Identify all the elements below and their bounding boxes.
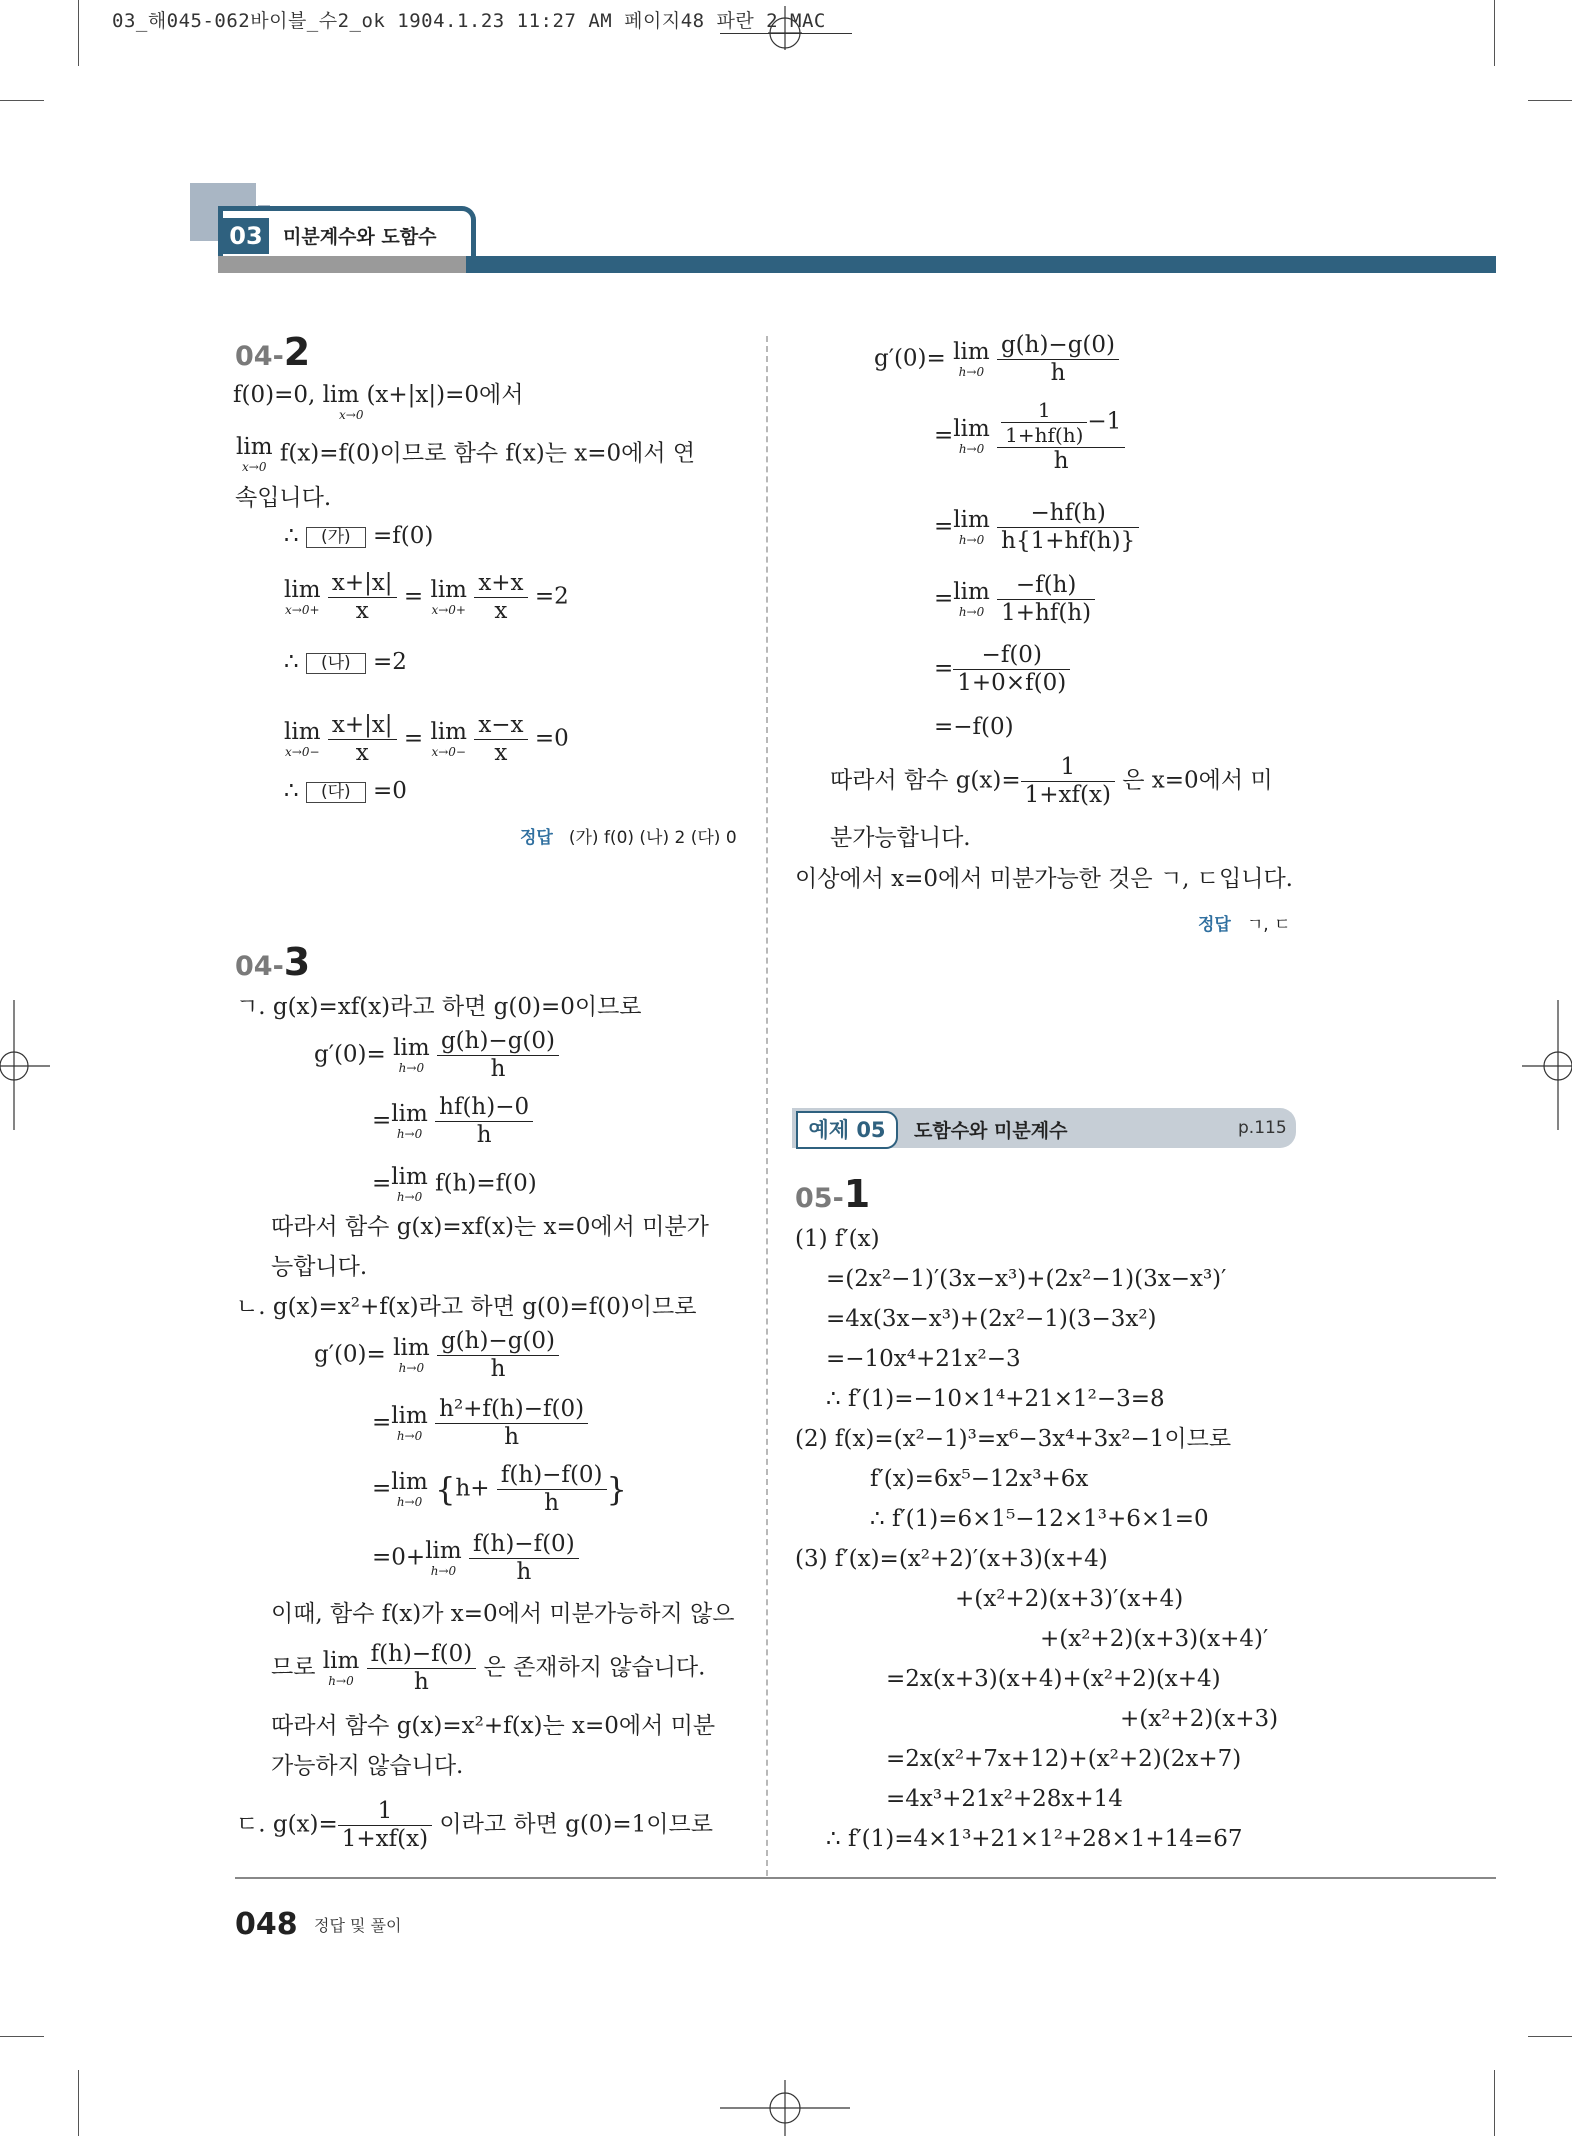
text-line: 므로 lim h→0 $\frac{f(h)-f(0)}{h}$ 은 존재하지 않습니다.: [271, 1641, 706, 1695]
equation-line: =2x(x²+7x+12)+(x²+2)(2x+7): [886, 1746, 1242, 1772]
equation-line: ∴ f′(1)=−10×1⁴+21×1²−3=8: [826, 1386, 1165, 1412]
chapter-number: 03: [223, 218, 269, 254]
registration-mark-bottom: [720, 2080, 850, 2136]
blank-box-da: (다): [306, 782, 366, 803]
answer-04-2: 정답 (가) f(0) (나) 2 (다) 0: [520, 828, 737, 848]
equation: = lim h→0 $\frac{-hf(h)}{h\{1+hf(h)\}}$: [934, 502, 1139, 553]
blank-box-na: (나): [306, 653, 366, 674]
text-line: f(0)=0, lim (x+|x|)=0에서: [233, 382, 524, 408]
equation: = lim h→0 $\frac{\text{h²+f(h)−f(0)}}{h}$: [372, 1398, 588, 1449]
equation: = lim h→0 f(h)=f(0): [372, 1164, 537, 1204]
equation-line: =4x³+21x²+28x+14: [886, 1786, 1123, 1812]
header-bar: [466, 256, 1496, 273]
crop-mark: [78, 0, 79, 66]
equation-line: f′(x)=6x⁵−12x³+6x: [870, 1466, 1089, 1492]
equation: ∴ (다) =0: [284, 778, 407, 804]
text-line: 속입니다.: [235, 485, 332, 511]
equation: = lim h→0 {h+ $\frac{f(h)-f(0)}{h}$ }: [372, 1462, 627, 1516]
page-number: 048: [235, 1907, 298, 1942]
equation: = lim h→0 $\frac{1}{1+hf(h)}$ −1 h: [934, 400, 1125, 473]
example-tag: 예제 05: [796, 1111, 898, 1149]
section-04-2: [235, 330, 310, 374]
crop-mark: [1528, 100, 1572, 101]
text-line: ㄴ. g(x)=x²+f(x)라고 하면 g(0)=f(0)이므로: [236, 1294, 697, 1320]
equation-line: (2) f(x)=(x²−1)³=x⁶−3x⁴+3x²−1이므로: [795, 1426, 1232, 1452]
equation-line: +(x²+2)(x+3): [1120, 1706, 1279, 1732]
text-line: lim x→0 f(x)=f(0)이므로 함수 f(x)는 x=0에서 연: [236, 434, 696, 474]
crop-mark: [0, 2036, 44, 2037]
equation-line: (3) f′(x)=(x²+2)′(x+3)(x+4): [795, 1546, 1108, 1572]
section-04-3: 04-3: [235, 940, 311, 984]
column-divider: [766, 336, 768, 1876]
text-line: ㄷ. g(x)= $\frac{1}{1+xf(x)}$ 이라고 하면 g(0)=1이므로: [236, 1798, 713, 1852]
chapter-title: 미분계수와 도함수: [283, 226, 437, 248]
equation: =−f(0): [934, 714, 1014, 740]
equation: = $\frac{-f(0)}{1+0\times f(0)}$: [934, 644, 1070, 695]
registration-mark-top: [768, 6, 802, 50]
blank-box-ga: (가): [306, 527, 366, 548]
equation-line: (1) f′(x): [795, 1226, 880, 1252]
text-line: 따라서 함수 g(x)=xf(x)는 x=0에서 미분가: [271, 1214, 709, 1240]
equation: = lim h→0 $\frac{-f(h)}{1+hf(h)}$: [934, 574, 1095, 625]
equation: lim x→0+ $\frac{x+|x|}{x}$ = lim x→0+ $\frac{x+x}{x}$ =2: [284, 570, 569, 624]
text-line: 이상에서 x=0에서 미분가능한 것은 ㄱ, ㄷ입니다.: [795, 866, 1293, 892]
equation-line: =(2x²−1)′(3x−x³)+(2x²−1)(3x−x³)′: [826, 1266, 1227, 1292]
answer-04-3: 정답 ㄱ, ㄷ: [1198, 915, 1291, 935]
text-line: ㄱ. g(x)=xf(x)라고 하면 g(0)=0이므로: [236, 994, 642, 1020]
equation: = lim h→0 $\frac{hf(h)-0}{h}$: [372, 1096, 533, 1147]
crop-mark: [1528, 2036, 1572, 2037]
text-line: 가능하지 않습니다.: [271, 1753, 464, 1779]
limit: lim x→0: [236, 434, 273, 474]
equation-line: +(x²+2)(x+3)(x+4)′: [1040, 1626, 1269, 1652]
equation-line: +(x²+2)(x+3)′(x+4): [955, 1586, 1184, 1612]
limit-subscript: x→0: [339, 408, 364, 422]
text-line: 이때, 함수 f(x)가 x=0에서 미분가능하지 않으: [271, 1601, 735, 1627]
equation: =0+ lim h→0 $\frac{f(h)-f(0)}{h}$: [372, 1533, 579, 1584]
footer-rule: [235, 1877, 1496, 1879]
crop-mark: [1494, 2070, 1495, 2136]
print-slug: 03_해045-062바이블_수2_ok 1904.1.23 11:27 AM 페이지48 파란 2 MAC: [112, 10, 826, 32]
equation: ∴ (나) =2: [284, 649, 407, 675]
example-page-ref: p.115: [1238, 1118, 1287, 1138]
crop-mark: [1494, 0, 1495, 66]
equation: ∴ (가) =f(0): [284, 523, 434, 549]
header-underbar: [218, 256, 466, 273]
equation-line: ∴ f′(1)=6×1⁵−12×1³+6×1=0: [870, 1506, 1209, 1532]
text-line: 분가능합니다.: [830, 825, 971, 851]
equation-line: ∴ f′(1)=4×1³+21×1²+28×1+14=67: [826, 1826, 1243, 1852]
crop-mark: [78, 2070, 79, 2136]
section-05-1: 05-1: [795, 1172, 871, 1216]
text-line: 따라서 함수 g(x)=x²+f(x)는 x=0에서 미분: [271, 1713, 716, 1739]
equation-line: =−10x⁴+21x²−3: [826, 1346, 1021, 1372]
registration-mark-right: [1522, 1000, 1572, 1130]
registration-mark-left: [0, 1000, 50, 1130]
equation: g′(0)= lim h→0 $\frac{g(h)-g(0)}{h}$: [314, 1030, 559, 1081]
equation-line: =4x(3x−x³)+(2x²−1)(3−3x²): [826, 1306, 1157, 1332]
footer-label: 정답 및 풀이: [314, 1916, 402, 1935]
section-number: 2: [283, 330, 311, 374]
example-title: 도함수와 미분계수: [914, 1120, 1068, 1142]
crop-mark: [0, 100, 44, 101]
text-line: 따라서 함수 g(x)= $\frac{1}{1+xf(x)}$ 은 x=0에서 미: [830, 754, 1273, 808]
equation: g′(0)= lim h→0 $\frac{g(h)-g(0)}{h}$: [314, 1330, 559, 1381]
equation: g′(0)= lim h→0 $\frac{g(h)-g(0)}{h}$: [874, 334, 1119, 385]
equation: lim x→0− $\frac{x+|x|}{x}$ = lim x→0− $\frac{x-x}{x}$ =0: [284, 712, 569, 766]
text-line: 능합니다.: [271, 1254, 368, 1280]
section-prefix: 04-: [235, 341, 284, 372]
equation-line: =2x(x+3)(x+4)+(x²+2)(x+4): [886, 1666, 1221, 1692]
